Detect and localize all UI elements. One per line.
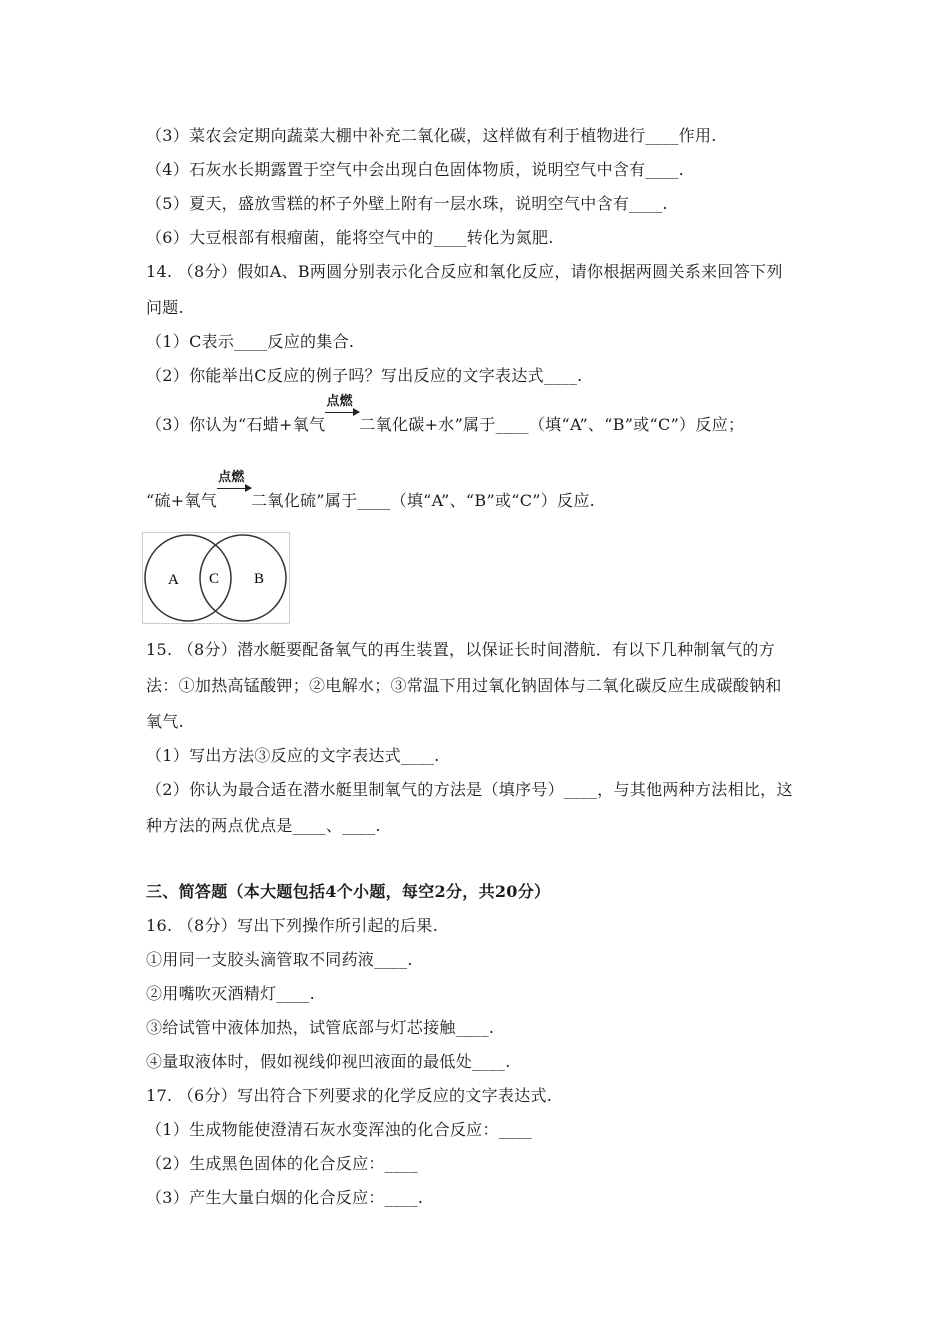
q16-4-line: ④量取液体时，假如视线仰视凹液面的最低处____. [146,1052,511,1071]
venn-label-b: B [254,571,265,587]
venn-diagram [142,532,290,624]
q15-stem-line-1: 15. （8分）潜水艇要配备氧气的再生装置，以保证长时间潜航．有以下几种制氧气的方 [146,640,776,659]
q13-4-line: （4）石灰水长期露置于空气中会出现白色固体物质，说明空气中含有____. [146,160,685,179]
q14-4-post: 二氧化硫”属于____（填“A”、“B”或“C”）反应. [251,491,596,510]
reaction-arrow-icon [325,394,359,430]
q14-3-line [146,394,745,435]
q14-2-line: （2）你能举出C反应的例子吗？写出反应的文字表达式____. [146,366,583,385]
reaction-condition: 点燃 [218,470,245,485]
q17-stem-line: 17. （6分）写出符合下列要求的化学反应的文字表达式. [146,1086,553,1105]
reaction-condition: 点燃 [326,394,353,409]
q14-1-line: （1）C表示____反应的集合. [146,332,355,351]
q17-2-line: （2）生成黑色固体的化合反应：____ [146,1154,418,1173]
venn-label-c: C [209,571,220,587]
reaction-arrow-icon [217,470,251,506]
q13-6-line: （6）大豆根部有根瘤菌，能将空气中的____转化为氮肥. [146,228,554,247]
q15-2-line-1: （2）你认为最合适在潜水艇里制氧气的方法是（填序号）____，与其他两种方法相比，这 [146,780,793,799]
q17-3-line: （3）产生大量白烟的化合反应：____. [146,1188,424,1207]
q15-stem-line-2: 法：①加热高锰酸钾；②电解水；③常温下用过氧化钠固体与二氧化碳反应生成碳酸钠和 [146,676,782,695]
q17-1-line: （1）生成物能使澄清石灰水变浑浊的化合反应：____ [146,1120,532,1139]
q16-1-line: ①用同一支胶头滴管取不同药液____. [146,950,413,969]
q13-5-line: （5）夏天，盛放雪糕的杯子外壁上附有一层水珠，说明空气中含有____. [146,194,668,213]
q14-4-pre: “硫+氧气 [146,491,218,510]
q14-3-pre: （3）你认为“石蜡+氧气 [146,415,326,434]
q14-stem-line-1: 14. （8分）假如A、B两圆分别表示化合反应和氧化反应，请你根据两圆关系来回答下列 [146,262,783,281]
q16-2-line: ②用嘴吹灭酒精灯____. [146,984,315,1003]
q16-3-line: ③给试管中液体加热，试管底部与灯芯接触____. [146,1018,495,1037]
q14-stem-line-2: 问题. [146,298,184,317]
q15-stem-line-3: 氧气. [146,712,184,731]
q15-2-line-2: 种方法的两点优点是____、____. [146,816,381,835]
venn-label-a: A [168,572,179,588]
q13-3-line: （3）菜农会定期向蔬菜大棚中补充二氧化碳，这样做有利于植物进行____作用. [146,126,717,145]
q14-3-post: 二氧化碳+水”属于____（填“A”、“B”或“C”）反应； [359,415,745,434]
section-3-heading: 三、简答题（本大题包括4个小题，每空2分，共20分） [146,882,551,901]
q16-stem-line: 16. （8分）写出下列操作所引起的后果. [146,916,439,935]
q15-1-line: （1）写出方法③反应的文字表达式____. [146,746,440,765]
q14-4-line [146,470,596,511]
